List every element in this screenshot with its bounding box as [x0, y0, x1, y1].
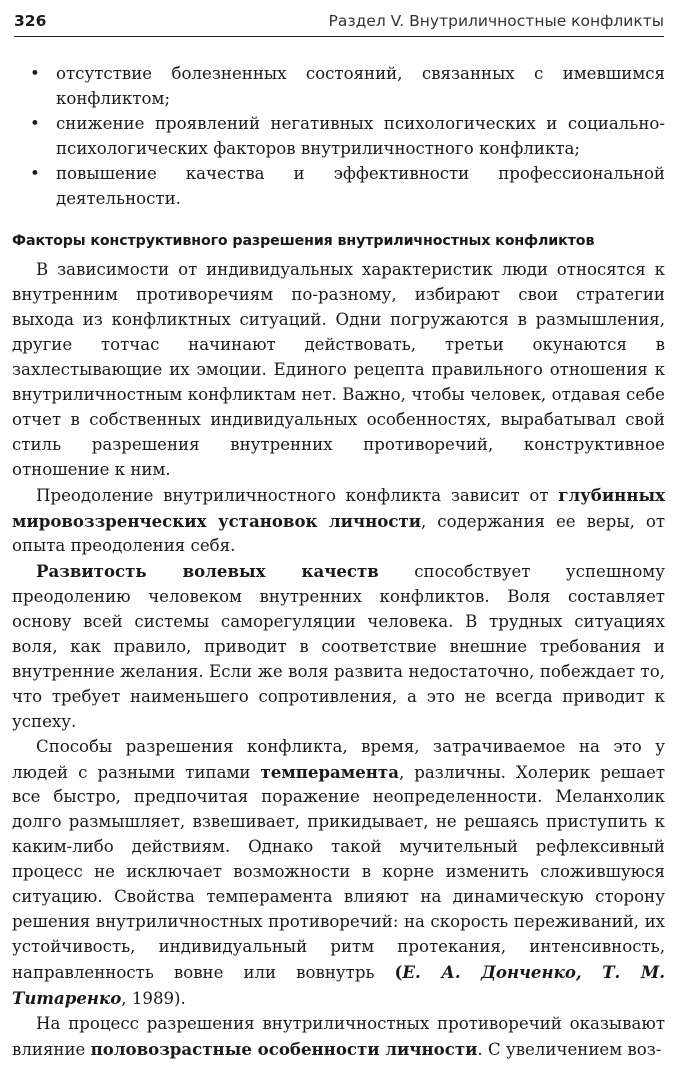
paragraph-text: Преодоление внутриличностного конфликта зависит от: [36, 485, 559, 505]
paragraph: [12, 258, 665, 482]
citation-authors-text: Е. А. Донченко, Т. М. Титаренко: [12, 961, 665, 1008]
page-body: [12, 62, 665, 1062]
paragraph: [12, 483, 665, 560]
paragraph-text: В зависимости от индивидуальных характеристик люди относятся к внутренним противоречиям по-разному, избирают свои стратегии выхода из конфликтных ситуаций. Одни погружаются в размышления, другие тотчас начинают действовать, третьи окунаются в захлестывающие их эмоции. Единого рецепта правильного отношения к внутриличностным конфликтам нет. Важно, чтобы человек, отдавая себе отчет в собственных индивидуальных особенностях, вырабатывал свой стиль разрешения внутренних противоречий, конструктивное отношение к ним.: [12, 260, 665, 479]
bullet-list: [12, 62, 665, 211]
list-item: [12, 162, 665, 212]
bold-term: глубинных мировоззренческих установок личности: [12, 484, 665, 531]
bullet-icon: •: [30, 113, 40, 133]
bullet-icon: •: [30, 64, 40, 83]
paragraph: [12, 735, 665, 1012]
page-number: 326: [14, 12, 47, 30]
list-item-text: снижение проявлений негативных психологических и социально-психологических факторов внутриличностного конфликта;: [56, 113, 665, 158]
paragraph-text: На процесс разрешения внутриличностных противоречий оказывают влияние: [12, 1013, 665, 1059]
paragraph-text: , различны. Холерик решает все быстро, предпочитая поражение неопределенности. Меланхолик долго размышляет, взвешивает, прикидывает, не решаясь приступить к каким-либо действиям. Однако такой мучительный рефлексивный процесс не исключает возможности в корне изменить сложившуюся ситуацию. Свойства темперамента влияют на динамическую сторону решения внутриличностных противоречий: на скорость переживаний, их устойчивость, индивидуальный ритм протекания, интенсивность, направленность вовне или вовнутрь: [12, 762, 665, 982]
bold-term: Развитость волевых качеств: [36, 561, 379, 582]
running-header: [14, 10, 664, 37]
paragraph-text: , 1989).: [121, 988, 186, 1008]
section-heading: Факторы конструктивного разрешения внутриличностных конфликтов: [12, 233, 595, 250]
paragraph: [12, 559, 665, 734]
list-item: [12, 112, 665, 162]
paragraph-text: . С увеличением воз-: [477, 1039, 662, 1059]
citation-paren: (: [394, 961, 403, 982]
bold-term: половозрастные особенности личности: [90, 1038, 478, 1059]
bullet-icon: •: [30, 163, 40, 183]
paragraph-text: способствует успешному преодолению человеком внутренних конфликтов. Воля составляет основу всей системы саморегуляции человека. В трудных ситуациях воля, как правило, приводит в соответствие внешние требования и внутренние желания. Если же воля развита недостаточно, побеждает то, что требует наименьшего сопротивления, а это не всегда приводит к успеху.: [12, 562, 665, 731]
paragraph-text: Способы разрешения конфликта, время, затрачиваемое на это у людей с разными типами: [12, 736, 665, 782]
list-item: [12, 62, 665, 112]
list-item-text: повышение качества и эффективности профессиональной деятельности.: [56, 163, 665, 208]
paragraph: [12, 1012, 665, 1063]
section-title: Раздел V. Внутриличностные конфликты: [328, 12, 664, 30]
list-item-text: отсутствие болезненных состояний, связанных с имевшимся конфликтом;: [56, 64, 665, 108]
bold-term: темперамента: [260, 761, 399, 782]
paragraph-text: , содержания ее веры, от опыта преодоления себя.: [12, 511, 665, 556]
